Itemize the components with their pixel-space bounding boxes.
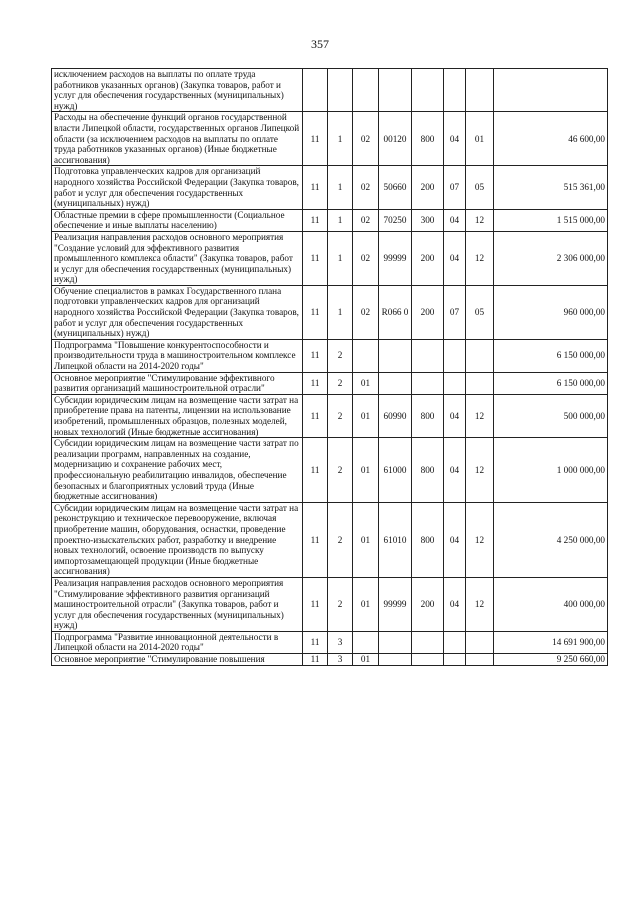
program-code-cell: 11 bbox=[303, 112, 328, 166]
section-code-cell bbox=[444, 69, 466, 112]
section-code-cell: 04 bbox=[444, 577, 466, 631]
direction-code-cell bbox=[379, 654, 412, 666]
subprogram-code-cell: 2 bbox=[328, 502, 353, 577]
section-code-cell bbox=[444, 339, 466, 372]
section-code-cell: 04 bbox=[444, 231, 466, 285]
subsection-code-cell bbox=[466, 69, 494, 112]
direction-code-cell: 61000 bbox=[379, 438, 412, 503]
expense-type-code-cell bbox=[412, 631, 444, 653]
amount-cell: 500 000,00 bbox=[494, 394, 608, 437]
table-row bbox=[52, 577, 608, 631]
direction-code-cell bbox=[379, 372, 412, 394]
activity-code-cell: 02 bbox=[353, 112, 379, 166]
activity-code-cell: 02 bbox=[353, 285, 379, 339]
program-code-cell: 11 bbox=[303, 231, 328, 285]
subprogram-code-cell: 1 bbox=[328, 166, 353, 209]
row-description: Областные премии в сфере промышленности (Социальное обеспечение и иные выплаты населению) bbox=[52, 209, 303, 231]
row-description: Субсидии юридическим лицам на возмещение части затрат по реализации программ, направленных на создание, модернизацию и сохранение рабочих мест, профессиональную реабилитацию инвалидов, обеспечение безопасных и благоприятных условий труда (Иные бюджетные ассигнования) bbox=[52, 438, 303, 503]
amount-cell: 960 000,00 bbox=[494, 285, 608, 339]
expense-type-code-cell: 300 bbox=[412, 209, 444, 231]
expense-type-code-cell bbox=[412, 69, 444, 112]
subsection-code-cell: 12 bbox=[466, 209, 494, 231]
subsection-code-cell: 05 bbox=[466, 285, 494, 339]
program-code-cell: 11 bbox=[303, 438, 328, 503]
direction-code-cell: 99999 bbox=[379, 577, 412, 631]
expense-type-code-cell: 800 bbox=[412, 438, 444, 503]
subprogram-code-cell: 1 bbox=[328, 285, 353, 339]
amount-cell: 1 000 000,00 bbox=[494, 438, 608, 503]
activity-code-cell bbox=[353, 69, 379, 112]
amount-cell: 1 515 000,00 bbox=[494, 209, 608, 231]
table-row bbox=[52, 502, 608, 577]
row-description: Реализация направления расходов основного мероприятия "Стимулирование эффективного развития организаций машиностроительной отрасли" (Закупка товаров, работ и услуг для обеспечения государственных (муниципальных) нужд) bbox=[52, 577, 303, 631]
expense-type-code-cell: 800 bbox=[412, 502, 444, 577]
row-description: Основное мероприятие "Стимулирование эффективного развития организаций машиностроительной отрасли" bbox=[52, 372, 303, 394]
row-description: Обучение специалистов в рамках Государственного плана подготовки управленческих кадров для организаций народного хозяйства Российской Федерации (Закупка товаров, работ и услуг для обеспечения государственных (муниципальных) нужд) bbox=[52, 285, 303, 339]
amount-cell: 515 361,00 bbox=[494, 166, 608, 209]
amount-cell: 400 000,00 bbox=[494, 577, 608, 631]
subsection-code-cell: 12 bbox=[466, 438, 494, 503]
program-code-cell: 11 bbox=[303, 394, 328, 437]
expense-type-code-cell: 200 bbox=[412, 166, 444, 209]
subprogram-code-cell: 1 bbox=[328, 112, 353, 166]
row-description: Субсидии юридическим лицам на возмещение части затрат на приобретение права на патенты, лицензии на использование изобретений, промышленных образцов, полезных моделей, новых технологий (Иные бюджетные ассигнования) bbox=[52, 394, 303, 437]
subsection-code-cell bbox=[466, 631, 494, 653]
direction-code-cell: R066 0 bbox=[379, 285, 412, 339]
subprogram-code-cell: 2 bbox=[328, 339, 353, 372]
row-description: Расходы на обеспечение функций органов государственной власти Липецкой области, государственных органов Липецкой области (за исключением расходов на выплаты по оплате труда работников указанных органов) (Иные бюджетные ассигнования) bbox=[52, 112, 303, 166]
row-description: исключением расходов на выплаты по оплате труда работников указанных органов) (Закупка товаров, работ и услуг для обеспечения государственных (муниципальных) нужд) bbox=[52, 69, 303, 112]
table-row bbox=[52, 372, 608, 394]
table-row bbox=[52, 438, 608, 503]
activity-code-cell: 02 bbox=[353, 209, 379, 231]
activity-code-cell: 02 bbox=[353, 166, 379, 209]
amount-cell: 46 600,00 bbox=[494, 112, 608, 166]
expense-type-code-cell: 200 bbox=[412, 231, 444, 285]
program-code-cell: 11 bbox=[303, 577, 328, 631]
expense-type-code-cell: 800 bbox=[412, 112, 444, 166]
activity-code-cell bbox=[353, 631, 379, 653]
amount-cell: 14 691 900,00 bbox=[494, 631, 608, 653]
row-description: Подготовка управленческих кадров для организаций народного хозяйства Российской Федерации (Закупка товаров, работ и услуг для обеспечения государственных (муниципальных) нужд) bbox=[52, 166, 303, 209]
direction-code-cell: 70250 bbox=[379, 209, 412, 231]
amount-cell: 6 150 000,00 bbox=[494, 372, 608, 394]
activity-code-cell: 01 bbox=[353, 438, 379, 503]
amount-cell: 9 250 660,00 bbox=[494, 654, 608, 666]
subprogram-code-cell: 3 bbox=[328, 631, 353, 653]
section-code-cell bbox=[444, 372, 466, 394]
section-code-cell: 04 bbox=[444, 502, 466, 577]
section-code-cell: 07 bbox=[444, 166, 466, 209]
direction-code-cell bbox=[379, 69, 412, 112]
subsection-code-cell bbox=[466, 339, 494, 372]
section-code-cell: 04 bbox=[444, 438, 466, 503]
section-code-cell: 04 bbox=[444, 209, 466, 231]
subsection-code-cell bbox=[466, 372, 494, 394]
amount-cell bbox=[494, 69, 608, 112]
activity-code-cell bbox=[353, 339, 379, 372]
direction-code-cell: 99999 bbox=[379, 231, 412, 285]
row-description: Основное мероприятие "Стимулирование повышения bbox=[52, 654, 303, 666]
program-code-cell: 11 bbox=[303, 502, 328, 577]
subprogram-code-cell: 3 bbox=[328, 654, 353, 666]
section-code-cell: 04 bbox=[444, 112, 466, 166]
amount-cell: 6 150 000,00 bbox=[494, 339, 608, 372]
budget-table bbox=[51, 68, 608, 666]
activity-code-cell: 01 bbox=[353, 502, 379, 577]
subsection-code-cell: 01 bbox=[466, 112, 494, 166]
subprogram-code-cell: 1 bbox=[328, 209, 353, 231]
expense-type-code-cell bbox=[412, 654, 444, 666]
activity-code-cell: 01 bbox=[353, 372, 379, 394]
amount-cell: 4 250 000,00 bbox=[494, 502, 608, 577]
budget-table-body bbox=[52, 69, 608, 666]
section-code-cell bbox=[444, 654, 466, 666]
subsection-code-cell: 12 bbox=[466, 394, 494, 437]
expense-type-code-cell bbox=[412, 372, 444, 394]
direction-code-cell bbox=[379, 339, 412, 372]
direction-code-cell: 00120 bbox=[379, 112, 412, 166]
row-description: Реализация направления расходов основного мероприятия "Создание условий для эффективного развития промышленного комплекса области" (Закупка товаров, работ и услуг для обеспечения государственных (муниципальных) нужд) bbox=[52, 231, 303, 285]
program-code-cell: 11 bbox=[303, 372, 328, 394]
expense-type-code-cell: 200 bbox=[412, 285, 444, 339]
table-row bbox=[52, 69, 608, 112]
program-code-cell: 11 bbox=[303, 166, 328, 209]
program-code-cell: 11 bbox=[303, 631, 328, 653]
subsection-code-cell: 12 bbox=[466, 502, 494, 577]
row-description: Подпрограмма "Развитие инновационной деятельности в Липецкой области на 2014-2020 годы" bbox=[52, 631, 303, 653]
program-code-cell bbox=[303, 69, 328, 112]
table-row bbox=[52, 631, 608, 653]
direction-code-cell: 61010 bbox=[379, 502, 412, 577]
subsection-code-cell: 12 bbox=[466, 577, 494, 631]
amount-cell: 2 306 000,00 bbox=[494, 231, 608, 285]
subsection-code-cell bbox=[466, 654, 494, 666]
program-code-cell: 11 bbox=[303, 209, 328, 231]
table-row bbox=[52, 166, 608, 209]
program-code-cell: 11 bbox=[303, 339, 328, 372]
section-code-cell: 07 bbox=[444, 285, 466, 339]
activity-code-cell: 01 bbox=[353, 394, 379, 437]
row-description: Подпрограмма "Повышение конкурентоспособности и производительности труда в машиностроительном комплексе Липецкой области на 2014-2020 годы" bbox=[52, 339, 303, 372]
table-row bbox=[52, 654, 608, 666]
subprogram-code-cell: 2 bbox=[328, 394, 353, 437]
section-code-cell: 04 bbox=[444, 394, 466, 437]
expense-type-code-cell: 200 bbox=[412, 577, 444, 631]
direction-code-cell: 60990 bbox=[379, 394, 412, 437]
program-code-cell: 11 bbox=[303, 285, 328, 339]
table-row bbox=[52, 285, 608, 339]
activity-code-cell: 02 bbox=[353, 231, 379, 285]
subprogram-code-cell: 2 bbox=[328, 438, 353, 503]
subprogram-code-cell: 2 bbox=[328, 577, 353, 631]
subsection-code-cell: 12 bbox=[466, 231, 494, 285]
subprogram-code-cell: 2 bbox=[328, 372, 353, 394]
activity-code-cell: 01 bbox=[353, 577, 379, 631]
table-row bbox=[52, 339, 608, 372]
activity-code-cell: 01 bbox=[353, 654, 379, 666]
expense-type-code-cell: 800 bbox=[412, 394, 444, 437]
section-code-cell bbox=[444, 631, 466, 653]
expense-type-code-cell bbox=[412, 339, 444, 372]
table-row bbox=[52, 209, 608, 231]
page-number: 357 bbox=[311, 37, 329, 51]
subprogram-code-cell: 1 bbox=[328, 231, 353, 285]
subsection-code-cell: 05 bbox=[466, 166, 494, 209]
table-row bbox=[52, 112, 608, 166]
program-code-cell: 11 bbox=[303, 654, 328, 666]
table-row bbox=[52, 394, 608, 437]
direction-code-cell: 50660 bbox=[379, 166, 412, 209]
subprogram-code-cell bbox=[328, 69, 353, 112]
table-row bbox=[52, 231, 608, 285]
direction-code-cell bbox=[379, 631, 412, 653]
row-description: Субсидии юридическим лицам на возмещение части затрат на реконструкцию и техническое перевооружение, включая приобретение машин, оборудования, оснастки, проведение проектно-изыскательских работ, разработку и внедрение новых технологий, освоение производств по выпуску импортозамещающей продукции (Иные бюджетные ассигнования) bbox=[52, 502, 303, 577]
